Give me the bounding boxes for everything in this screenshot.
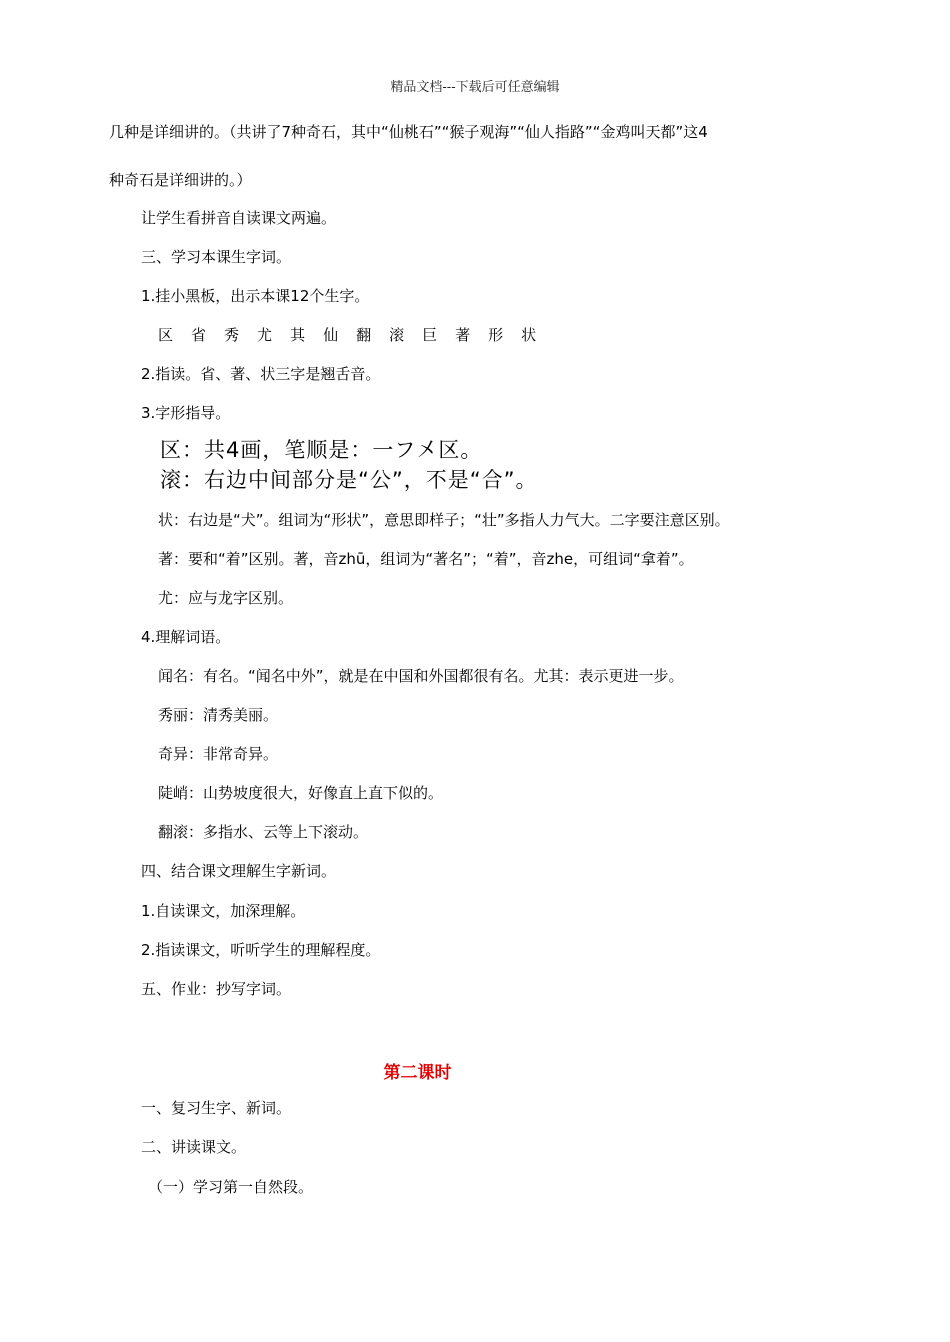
paragraph-intro-line2: 种奇石是详细讲的。） xyxy=(109,171,252,189)
page-header: 精品文档---下载后可任意编辑 xyxy=(390,80,560,95)
new-char: 滚 xyxy=(389,326,405,344)
lesson-2-step-2: 二、讲读课文。 xyxy=(141,1138,247,1156)
word-wenming: 闻名：有名。“闻名中外”，就是在中国和外国都很有名。尤其：表示更进一步。 xyxy=(158,667,684,685)
structure-gun: 滚：右边中间部分是“公”，不是“合”。 xyxy=(160,468,538,492)
new-char: 秀 xyxy=(224,326,240,344)
new-char: 仙 xyxy=(323,326,339,344)
new-char: 尤 xyxy=(257,326,273,344)
section-4-item-2: 2.指读课文，听听学生的理解程度。 xyxy=(141,941,381,959)
section-4-heading: 四、结合课文理解生字新词。 xyxy=(141,862,337,880)
lesson-2-title: 第二课时 xyxy=(383,1063,452,1083)
paragraph-intro-line1: 几种是详细讲的。（共讲了7种奇石，其中“仙桃石”“猴子观海”“仙人指路”“金鸡叫天都”这4 xyxy=(109,123,708,141)
word-qiyi: 奇异：非常奇异。 xyxy=(158,745,279,763)
step-2-text: 2.指读。省、著、状三字是翘舌音。 xyxy=(141,365,381,383)
new-characters-list xyxy=(158,325,554,345)
new-char: 形 xyxy=(488,326,504,344)
step-4-text: 4.理解词语。 xyxy=(141,628,231,646)
section-3-heading: 三、学习本课生字词。 xyxy=(141,248,292,266)
new-char: 著 xyxy=(455,326,471,344)
read-pinyin-text: 让学生看拼音自读课文两遍。 xyxy=(141,209,337,227)
step-3-text: 3.字形指导。 xyxy=(141,404,231,422)
new-char: 翻 xyxy=(356,326,372,344)
lesson-2-step-1: 一、复习生字、新词。 xyxy=(141,1099,292,1117)
section-5-heading: 五、作业：抄写字词。 xyxy=(141,980,292,998)
note-zhuang: 状：右边是“犬”。组词为“形状”，意思即样子；“壮”多指人力气大。二字要注意区别。 xyxy=(158,511,730,529)
new-char: 巨 xyxy=(422,326,438,344)
note-zhu: 著：要和“着”区别。著，音zhū，组词为“著名”；“着”，音zhe，可组词“拿着”。 xyxy=(158,550,694,568)
lesson-2-sub-1: （一）学习第一自然段。 xyxy=(148,1178,314,1196)
new-char: 其 xyxy=(290,326,306,344)
new-char: 状 xyxy=(521,326,537,344)
section-4-item-1: 1.自读课文，加深理解。 xyxy=(141,902,306,920)
word-douqiao: 陡峭：山势坡度很大，好像直上直下似的。 xyxy=(158,784,444,802)
new-char: 省 xyxy=(191,326,207,344)
word-xiuli: 秀丽：清秀美丽。 xyxy=(158,706,279,724)
new-char: 区 xyxy=(158,326,174,344)
stroke-order-qu: 区：共4画，笔顺是：一フ㐅区。 xyxy=(160,438,483,462)
note-you: 尤：应与龙字区别。 xyxy=(158,589,294,607)
step-1-text: 1.挂小黑板，出示本课12个生字。 xyxy=(141,287,370,305)
word-fangun: 翻滚：多指水、云等上下滚动。 xyxy=(158,823,369,841)
